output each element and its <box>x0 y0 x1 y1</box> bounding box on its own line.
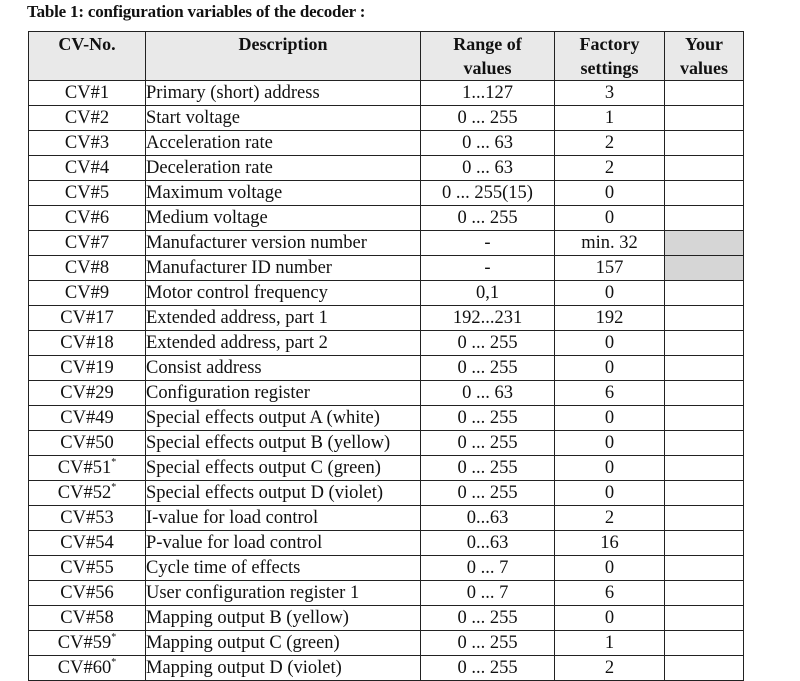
factory-setting-cell: 192 <box>555 306 665 331</box>
table-row <box>29 356 744 381</box>
your-value-cell <box>665 456 744 481</box>
description-cell: Motor control frequency <box>146 281 421 306</box>
factory-setting-cell: min. 32 <box>555 231 665 256</box>
cv-number-cell <box>29 381 146 406</box>
table-row <box>29 181 744 206</box>
cv-number: CV#56 <box>60 583 114 603</box>
range-cell: 0 ... 63 <box>421 156 555 181</box>
description-cell: Acceleration rate <box>146 131 421 156</box>
cv-number-cell <box>29 581 146 606</box>
factory-setting-cell: 0 <box>555 606 665 631</box>
description-cell: Special effects output A (white) <box>146 406 421 431</box>
range-cell: 0 ... 255 <box>421 331 555 356</box>
cv-number-cell <box>29 206 146 231</box>
table-caption: Table 1: configuration variables of the decoder : <box>27 2 366 21</box>
range-cell: 0 ... 255 <box>421 356 555 381</box>
range-cell: 0 ... 63 <box>421 131 555 156</box>
range-cell: 0 ... 255 <box>421 406 555 431</box>
table-row <box>29 231 744 256</box>
table-row <box>29 531 744 556</box>
your-value-cell <box>665 531 744 556</box>
description-cell: Consist address <box>146 356 421 381</box>
table-row <box>29 206 744 231</box>
factory-setting-cell: 1 <box>555 106 665 131</box>
cv-number: CV#49 <box>60 408 114 428</box>
description-cell: Special effects output B (yellow) <box>146 431 421 456</box>
cv-number-cell <box>29 481 146 506</box>
cv-number: CV#19 <box>60 358 114 378</box>
cv-number: CV#17 <box>60 308 114 328</box>
factory-setting-cell: 0 <box>555 456 665 481</box>
cv-number-cell <box>29 606 146 631</box>
cv-number: CV#18 <box>60 333 114 353</box>
factory-setting-cell: 16 <box>555 531 665 556</box>
factory-setting-cell: 157 <box>555 256 665 281</box>
cv-number-cell <box>29 306 146 331</box>
footnote-mark: * <box>111 482 117 493</box>
range-cell: 0,1 <box>421 281 555 306</box>
cv-number-cell <box>29 156 146 181</box>
description-cell: Special effects output D (violet) <box>146 481 421 506</box>
description-cell: Mapping output C (green) <box>146 631 421 656</box>
description-cell: Manufacturer version number <box>146 231 421 256</box>
cv-number: CV#53 <box>60 508 114 528</box>
cv-number-cell <box>29 531 146 556</box>
cv-number: CV#8 <box>64 258 110 278</box>
your-value-cell <box>665 606 744 631</box>
factory-setting-cell: 2 <box>555 131 665 156</box>
cv-number-cell <box>29 431 146 456</box>
header-cv-no: CV-No. <box>29 32 146 81</box>
range-cell: 0 ... 63 <box>421 381 555 406</box>
range-cell: 0 ... 255 <box>421 206 555 231</box>
cv-number-cell <box>29 631 146 656</box>
cv-number: CV#58 <box>60 608 114 628</box>
description-cell: User configuration register 1 <box>146 581 421 606</box>
range-cell: 0...63 <box>421 531 555 556</box>
your-value-cell <box>665 556 744 581</box>
cv-number: CV#5 <box>64 183 110 203</box>
cv-number: CV#54 <box>60 533 114 553</box>
range-cell: 0...63 <box>421 506 555 531</box>
table-header-row <box>29 32 744 81</box>
factory-setting-cell: 6 <box>555 381 665 406</box>
your-value-cell <box>665 106 744 131</box>
description-cell: Special effects output C (green) <box>146 456 421 481</box>
range-cell: 0 ... 255 <box>421 631 555 656</box>
factory-setting-cell: 0 <box>555 331 665 356</box>
your-value-cell <box>665 656 744 681</box>
cv-number: CV#3 <box>64 133 110 153</box>
factory-setting-cell: 0 <box>555 431 665 456</box>
description-cell: Extended address, part 2 <box>146 331 421 356</box>
factory-setting-cell: 0 <box>555 281 665 306</box>
table-row <box>29 256 744 281</box>
factory-setting-cell: 0 <box>555 406 665 431</box>
cv-number-cell <box>29 81 146 106</box>
table-body <box>29 81 744 681</box>
table-row <box>29 456 744 481</box>
your-value-cell <box>665 506 744 531</box>
configuration-variables-table <box>28 31 744 681</box>
factory-setting-cell: 3 <box>555 81 665 106</box>
header-range-of-values: Range of values <box>421 32 555 81</box>
header-your-values: Your values <box>665 32 744 81</box>
your-value-cell <box>665 581 744 606</box>
cv-number-cell <box>29 331 146 356</box>
description-cell: Primary (short) address <box>146 81 421 106</box>
cv-number: CV#1 <box>64 83 110 103</box>
cv-number-cell <box>29 506 146 531</box>
footnote-mark: * <box>111 657 117 668</box>
description-cell: Extended address, part 1 <box>146 306 421 331</box>
header-factory-settings: Factory settings <box>555 32 665 81</box>
cv-number-cell <box>29 456 146 481</box>
table-row <box>29 106 744 131</box>
cv-number: CV#29 <box>60 383 114 403</box>
your-value-cell <box>665 356 744 381</box>
table-row <box>29 81 744 106</box>
table-row <box>29 281 744 306</box>
description-cell: Mapping output B (yellow) <box>146 606 421 631</box>
table-row <box>29 656 744 681</box>
range-cell: 0 ... 255 <box>421 106 555 131</box>
cv-number-cell <box>29 256 146 281</box>
your-value-cell <box>665 381 744 406</box>
factory-setting-cell: 0 <box>555 206 665 231</box>
footnote-mark: * <box>111 632 117 643</box>
cv-number-cell <box>29 231 146 256</box>
description-cell: Deceleration rate <box>146 156 421 181</box>
range-cell: 0 ... 255(15) <box>421 181 555 206</box>
range-cell: 0 ... 7 <box>421 556 555 581</box>
cv-number-cell <box>29 106 146 131</box>
factory-setting-cell: 1 <box>555 631 665 656</box>
your-value-cell <box>665 631 744 656</box>
header-description: Description <box>146 32 421 81</box>
table-row <box>29 556 744 581</box>
table-row <box>29 381 744 406</box>
your-value-cell <box>665 156 744 181</box>
footnote-mark: * <box>111 457 117 468</box>
factory-setting-cell: 0 <box>555 356 665 381</box>
factory-setting-cell: 0 <box>555 481 665 506</box>
your-value-cell <box>665 81 744 106</box>
your-value-cell <box>665 131 744 156</box>
your-value-cell <box>665 256 744 281</box>
range-cell: 0 ... 255 <box>421 606 555 631</box>
your-value-cell <box>665 406 744 431</box>
table-row <box>29 131 744 156</box>
description-cell: I-value for load control <box>146 506 421 531</box>
table-row <box>29 331 744 356</box>
cv-number: CV#6 <box>64 208 110 228</box>
range-cell: 0 ... 255 <box>421 481 555 506</box>
range-cell: 1...127 <box>421 81 555 106</box>
cv-number-cell <box>29 656 146 681</box>
range-cell: - <box>421 256 555 281</box>
table-row <box>29 606 744 631</box>
table-row <box>29 631 744 656</box>
cv-number: CV#2 <box>64 108 110 128</box>
cv-number: CV#60 <box>57 658 112 678</box>
table-row <box>29 306 744 331</box>
factory-setting-cell: 2 <box>555 656 665 681</box>
description-cell: Medium voltage <box>146 206 421 231</box>
table-row <box>29 431 744 456</box>
cv-number-cell <box>29 131 146 156</box>
table-row <box>29 156 744 181</box>
cv-number: CV#55 <box>60 558 114 578</box>
range-cell: - <box>421 231 555 256</box>
factory-setting-cell: 6 <box>555 581 665 606</box>
range-cell: 0 ... 7 <box>421 581 555 606</box>
cv-number: CV#4 <box>64 158 110 178</box>
factory-setting-cell: 0 <box>555 181 665 206</box>
cv-number: CV#52 <box>57 483 112 503</box>
your-value-cell <box>665 481 744 506</box>
your-value-cell <box>665 281 744 306</box>
cv-number-cell <box>29 406 146 431</box>
factory-setting-cell: 0 <box>555 556 665 581</box>
cv-number: CV#7 <box>64 233 110 253</box>
cv-number: CV#9 <box>64 283 110 303</box>
factory-setting-cell: 2 <box>555 156 665 181</box>
your-value-cell <box>665 331 744 356</box>
description-cell: Manufacturer ID number <box>146 256 421 281</box>
table-row <box>29 406 744 431</box>
cv-number: CV#51 <box>57 458 112 478</box>
table-row <box>29 481 744 506</box>
cv-number: CV#50 <box>60 433 114 453</box>
your-value-cell <box>665 181 744 206</box>
description-cell: Configuration register <box>146 381 421 406</box>
description-cell: P-value for load control <box>146 531 421 556</box>
range-cell: 0 ... 255 <box>421 456 555 481</box>
range-cell: 0 ... 255 <box>421 656 555 681</box>
description-cell: Start voltage <box>146 106 421 131</box>
cv-number-cell <box>29 281 146 306</box>
cv-number-cell <box>29 181 146 206</box>
your-value-cell <box>665 431 744 456</box>
your-value-cell <box>665 231 744 256</box>
range-cell: 0 ... 255 <box>421 431 555 456</box>
table-row <box>29 506 744 531</box>
table-row <box>29 581 744 606</box>
description-cell: Cycle time of effects <box>146 556 421 581</box>
your-value-cell <box>665 206 744 231</box>
cv-number-cell <box>29 556 146 581</box>
range-cell: 192...231 <box>421 306 555 331</box>
your-value-cell <box>665 306 744 331</box>
cv-number: CV#59 <box>57 633 112 653</box>
factory-setting-cell: 2 <box>555 506 665 531</box>
description-cell: Mapping output D (violet) <box>146 656 421 681</box>
cv-number-cell <box>29 356 146 381</box>
description-cell: Maximum voltage <box>146 181 421 206</box>
